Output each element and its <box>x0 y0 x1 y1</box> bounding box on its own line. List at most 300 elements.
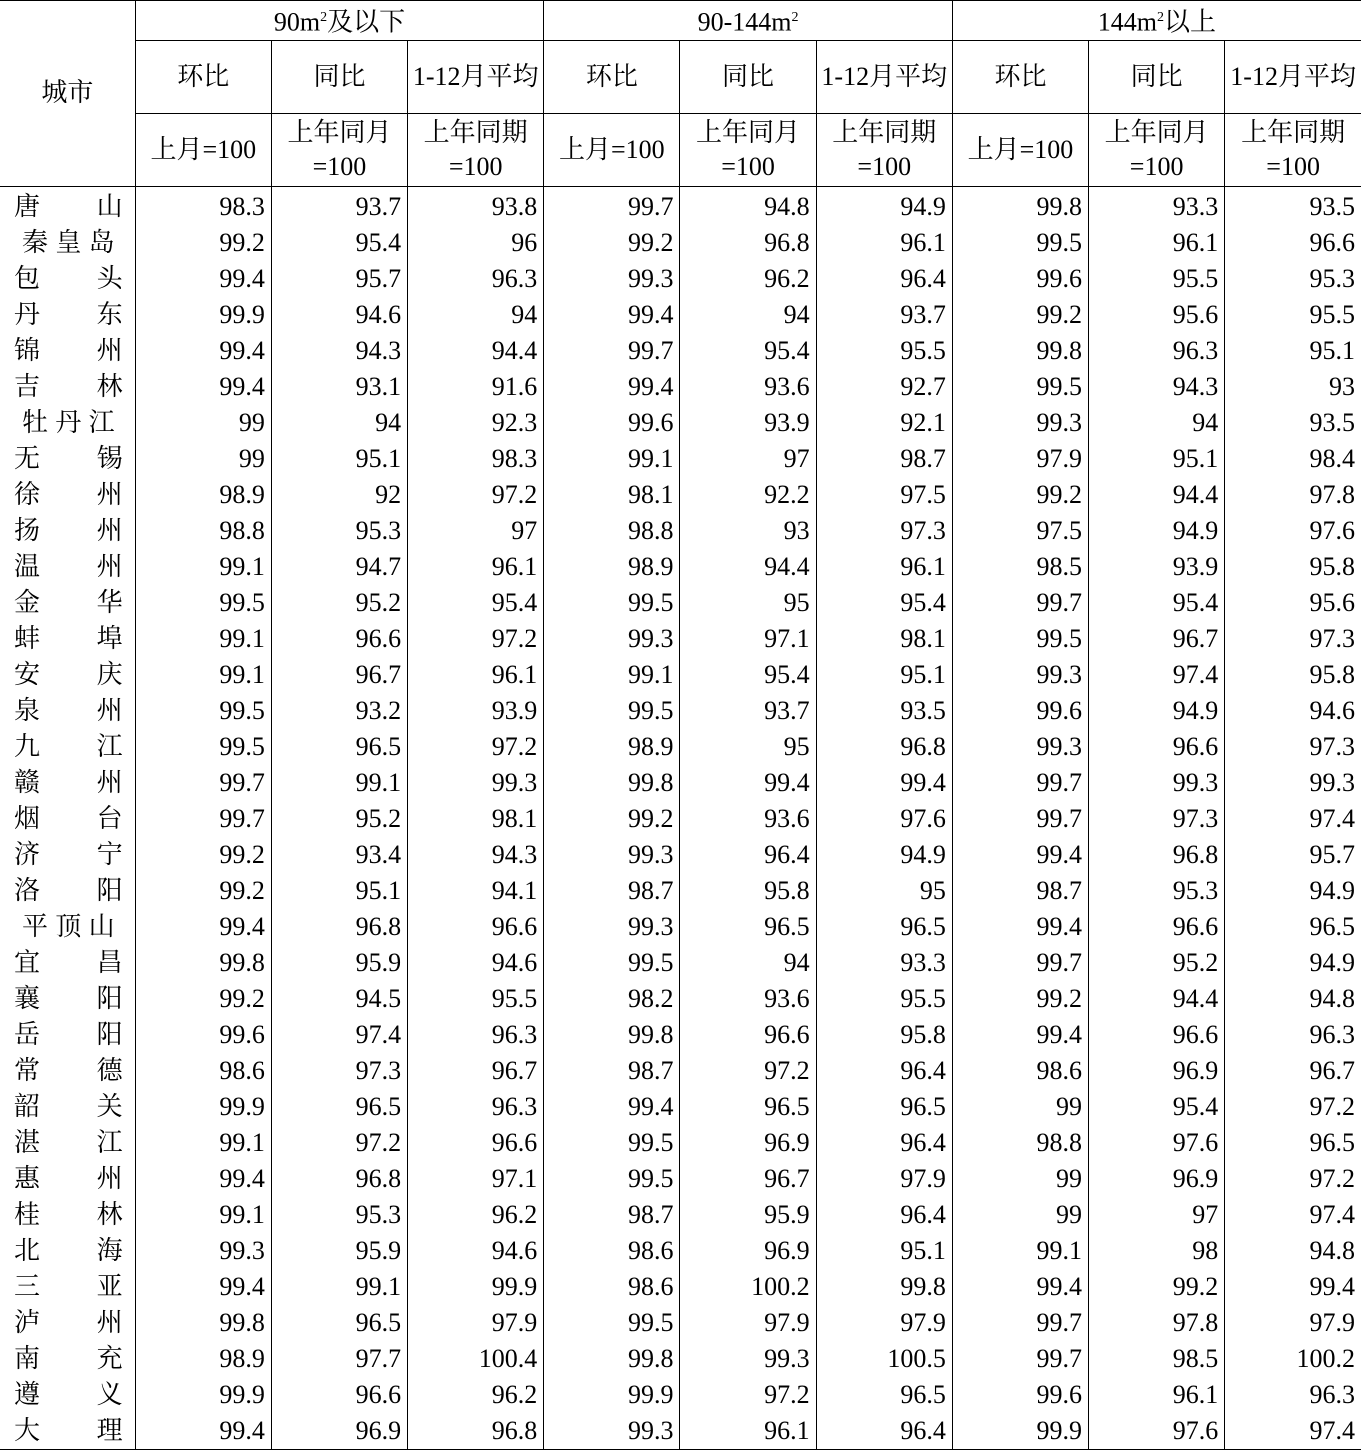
value-cell: 98.4 <box>1309 443 1355 473</box>
value-cell: 97.7 <box>271 1341 407 1377</box>
value-cell: 95.4 <box>680 657 816 693</box>
value-cell: 93.6 <box>680 981 816 1017</box>
value-cell: 96.4 <box>816 1125 952 1161</box>
value-cell: 96.5 <box>816 1089 952 1125</box>
value-cell: 98.9 <box>135 477 271 513</box>
value-cell: 93.9 <box>680 405 816 441</box>
value-cell: 97 <box>408 513 544 549</box>
value-cell: 94.7 <box>271 549 407 585</box>
city-cell <box>0 909 135 945</box>
value-cell: 96.4 <box>680 837 816 873</box>
value-cell: 99 <box>952 1161 1088 1197</box>
table-row <box>0 765 1361 801</box>
value-cell: 96.8 <box>1089 837 1225 873</box>
value-cell: 92.3 <box>408 405 544 441</box>
value-cell: 96.1 <box>1089 225 1225 261</box>
size-group-header <box>544 1 953 41</box>
value-cell: 97.4 <box>1225 1413 1361 1450</box>
city-name: 三亚 <box>14 1271 123 1301</box>
value-cell: 96.3 <box>1309 1019 1355 1049</box>
value-cell: 99.2 <box>135 225 271 261</box>
value-cell: 99.5 <box>135 693 271 729</box>
city-name: 吉林 <box>14 371 123 401</box>
value-cell: 99.9 <box>135 297 271 333</box>
value-cell: 96.5 <box>816 909 952 945</box>
value-cell: 99.4 <box>1309 1271 1355 1301</box>
value-cell: 99.7 <box>952 945 1088 981</box>
value-cell: 100.2 <box>680 1269 816 1305</box>
value-cell: 99.9 <box>135 1089 271 1125</box>
value-cell: 94.4 <box>680 549 816 585</box>
table-row <box>0 1053 1361 1089</box>
value-cell: 98.6 <box>135 1053 271 1089</box>
value-cell: 99.3 <box>952 405 1088 441</box>
value-cell: 98.3 <box>408 441 544 477</box>
city-cell <box>0 1125 135 1161</box>
table-row <box>0 693 1361 729</box>
value-cell: 96.6 <box>680 1017 816 1053</box>
value-cell: 99.4 <box>544 369 680 405</box>
value-cell: 97.4 <box>271 1017 407 1053</box>
value-cell: 96.9 <box>271 1413 407 1450</box>
value-cell: 96.9 <box>680 1125 816 1161</box>
city-cell <box>0 1341 135 1377</box>
city-cell <box>0 369 135 405</box>
value-cell: 94 <box>1089 405 1225 441</box>
table-row <box>0 369 1361 405</box>
value-cell: 99.4 <box>135 1161 271 1197</box>
city-cell <box>0 837 135 873</box>
value-cell: 97.2 <box>1309 1091 1355 1121</box>
value-cell: 99.3 <box>408 765 544 801</box>
value-cell: 93.9 <box>408 693 544 729</box>
value-cell: 99.2 <box>544 225 680 261</box>
value-cell: 98.7 <box>544 873 680 909</box>
value-cell: 99.9 <box>544 1377 680 1413</box>
value-cell: 97.9 <box>816 1305 952 1341</box>
city-cell <box>0 477 135 513</box>
value-cell: 95.4 <box>271 225 407 261</box>
value-cell: 97.3 <box>1309 623 1355 653</box>
value-cell: 95.4 <box>1089 585 1225 621</box>
city-cell <box>0 441 135 477</box>
value-cell: 99.5 <box>544 1161 680 1197</box>
city-column-header: 城市 <box>0 1 135 187</box>
city-cell <box>0 225 135 261</box>
value-cell: 99.8 <box>816 1269 952 1305</box>
value-cell: 95.1 <box>816 657 952 693</box>
value-cell: 93.4 <box>271 837 407 873</box>
city-name: 金华 <box>14 587 123 617</box>
value-cell: 99.7 <box>544 186 680 225</box>
value-cell: 96.5 <box>680 1089 816 1125</box>
size-group-label: 90m <box>273 7 321 37</box>
value-cell: 99.3 <box>952 729 1088 765</box>
value-cell: 93.1 <box>271 369 407 405</box>
value-cell: 99.4 <box>952 1269 1088 1305</box>
value-cell: 99.8 <box>544 765 680 801</box>
table-row <box>0 837 1361 873</box>
table-row <box>0 801 1361 837</box>
value-cell: 99.4 <box>135 1413 271 1450</box>
table-row <box>0 1377 1361 1413</box>
value-cell: 94.9 <box>1309 875 1355 905</box>
value-cell: 100.4 <box>408 1341 544 1377</box>
value-cell: 99.3 <box>680 1341 816 1377</box>
value-cell: 97 <box>1089 1197 1225 1233</box>
value-cell: 99.7 <box>135 765 271 801</box>
metric-header: 同比 <box>680 40 816 113</box>
value-cell: 96.1 <box>408 549 544 585</box>
value-cell: 98.7 <box>952 873 1088 909</box>
value-cell: 95.5 <box>1089 261 1225 297</box>
value-cell: 99.9 <box>952 1413 1088 1450</box>
city-name: 泉州 <box>14 695 123 725</box>
base-period-header: 上年同月=100 <box>1089 113 1225 186</box>
value-cell: 99.5 <box>544 1125 680 1161</box>
city-cell <box>0 333 135 369</box>
city-name: 宜昌 <box>14 947 123 977</box>
value-cell: 95.7 <box>271 261 407 297</box>
value-cell: 94.9 <box>1089 513 1225 549</box>
table-header <box>0 1 1361 187</box>
metric-header: 环比 <box>135 40 271 113</box>
value-cell: 97.1 <box>680 621 816 657</box>
value-cell: 97.6 <box>1089 1125 1225 1161</box>
table-row <box>0 1089 1361 1125</box>
value-cell: 99.7 <box>135 801 271 837</box>
value-cell: 99.2 <box>952 477 1088 513</box>
value-cell: 95.9 <box>271 1233 407 1269</box>
city-name: 蚌埠 <box>14 623 123 653</box>
value-cell: 99.2 <box>952 297 1088 333</box>
value-cell: 94.8 <box>1309 1235 1355 1265</box>
value-cell: 95.6 <box>1089 297 1225 333</box>
value-cell: 97.2 <box>408 729 544 765</box>
value-cell: 98.8 <box>544 513 680 549</box>
value-cell: 99.5 <box>135 729 271 765</box>
value-cell: 99.8 <box>135 1305 271 1341</box>
base-period-header: 上月=100 <box>135 113 271 186</box>
city-name: 牡丹江 <box>22 407 115 437</box>
value-cell: 95.2 <box>271 585 407 621</box>
table-row <box>0 1125 1361 1161</box>
value-cell: 99.4 <box>135 369 271 405</box>
city-name: 遵义 <box>14 1379 123 1409</box>
value-cell: 99.8 <box>544 1017 680 1053</box>
city-cell <box>0 765 135 801</box>
value-cell: 92.1 <box>816 405 952 441</box>
value-cell: 96.5 <box>271 729 407 765</box>
metric-header: 同比 <box>271 40 407 113</box>
value-cell: 95 <box>680 729 816 765</box>
value-cell: 94.5 <box>271 981 407 1017</box>
city-name: 安庆 <box>14 659 123 689</box>
city-name: 锦州 <box>14 335 123 365</box>
value-cell: 96.5 <box>816 1377 952 1413</box>
city-name: 赣州 <box>14 767 123 797</box>
value-cell: 95 <box>816 873 952 909</box>
city-cell <box>0 1053 135 1089</box>
value-cell: 96.4 <box>816 1053 952 1089</box>
city-cell <box>0 1413 135 1450</box>
table-row <box>0 405 1361 441</box>
city-name: 徐州 <box>14 479 123 509</box>
value-cell: 99.3 <box>1309 767 1355 797</box>
value-cell: 96.5 <box>1309 1127 1355 1157</box>
metric-header: 1-12月平均 <box>1225 40 1361 113</box>
size-group-suffix: 及以下 <box>327 7 406 37</box>
value-cell: 98.1 <box>816 621 952 657</box>
value-cell: 94 <box>271 405 407 441</box>
base-period-header: 上年同月=100 <box>271 113 407 186</box>
value-cell: 95.5 <box>1309 299 1355 329</box>
value-cell: 96.4 <box>816 261 952 297</box>
value-cell: 95.2 <box>271 801 407 837</box>
value-cell: 94.3 <box>1089 369 1225 405</box>
value-cell: 97.8 <box>1089 1305 1225 1341</box>
city-name: 温州 <box>14 551 123 581</box>
city-name: 韶关 <box>14 1091 123 1121</box>
value-cell: 97.5 <box>816 477 952 513</box>
value-cell: 98.2 <box>544 981 680 1017</box>
value-cell: 99.4 <box>816 765 952 801</box>
value-cell: 93.2 <box>271 693 407 729</box>
value-cell: 99 <box>952 1089 1088 1125</box>
value-cell: 96.7 <box>680 1161 816 1197</box>
value-cell: 99.9 <box>135 1377 271 1413</box>
value-cell: 96.8 <box>271 909 407 945</box>
value-cell: 99.3 <box>544 837 680 873</box>
value-cell: 94.1 <box>408 873 544 909</box>
value-cell: 97.4 <box>1309 1199 1355 1229</box>
value-cell: 96.1 <box>816 549 952 585</box>
city-cell <box>0 585 135 621</box>
city-cell <box>0 1377 135 1413</box>
city-cell <box>0 981 135 1017</box>
value-cell: 99.4 <box>952 909 1088 945</box>
value-cell: 97.2 <box>408 477 544 513</box>
value-cell: 96.9 <box>1089 1161 1225 1197</box>
value-cell: 91.6 <box>408 369 544 405</box>
city-name: 扬州 <box>14 515 123 545</box>
value-cell: 94 <box>680 297 816 333</box>
size-group-header <box>135 1 544 41</box>
table-row <box>0 981 1361 1017</box>
value-cell: 99.9 <box>408 1269 544 1305</box>
value-cell: 99.2 <box>544 801 680 837</box>
city-cell <box>0 1233 135 1269</box>
city-cell <box>0 186 135 225</box>
value-cell: 96.3 <box>1309 1379 1355 1409</box>
base-period-header: 上年同期=100 <box>408 113 544 186</box>
value-cell: 95.4 <box>816 585 952 621</box>
value-cell: 98.7 <box>816 441 952 477</box>
value-cell: 96.7 <box>271 657 407 693</box>
city-cell <box>0 873 135 909</box>
table-row <box>0 297 1361 333</box>
value-cell: 94.6 <box>271 297 407 333</box>
value-cell: 97.6 <box>1309 515 1355 545</box>
value-cell: 97.9 <box>816 1161 952 1197</box>
value-cell: 99.3 <box>544 1413 680 1450</box>
table-row <box>0 729 1361 765</box>
value-cell: 95.8 <box>680 873 816 909</box>
value-cell: 99.8 <box>952 333 1088 369</box>
value-cell: 94.9 <box>1309 947 1355 977</box>
value-cell: 94.6 <box>408 945 544 981</box>
table-row <box>0 1161 1361 1197</box>
table-row <box>0 1413 1361 1450</box>
value-cell: 96.6 <box>1089 909 1225 945</box>
value-cell: 99.5 <box>952 369 1088 405</box>
value-cell: 93.6 <box>680 369 816 405</box>
value-cell: 97.9 <box>952 441 1088 477</box>
table-row <box>0 225 1361 261</box>
value-cell: 96.8 <box>680 225 816 261</box>
value-cell: 99.1 <box>135 1125 271 1161</box>
value-cell: 99.7 <box>544 333 680 369</box>
value-cell: 97.2 <box>271 1125 407 1161</box>
value-cell: 99.2 <box>135 837 271 873</box>
value-cell: 99.8 <box>544 1341 680 1377</box>
value-cell: 98.6 <box>544 1269 680 1305</box>
value-cell: 96.9 <box>680 1233 816 1269</box>
city-cell <box>0 945 135 981</box>
value-cell: 99.7 <box>952 765 1088 801</box>
value-cell: 97.1 <box>408 1161 544 1197</box>
value-cell: 99.7 <box>952 1305 1088 1341</box>
value-cell: 99.6 <box>544 405 680 441</box>
value-cell: 95.5 <box>816 981 952 1017</box>
city-name: 九江 <box>14 731 123 761</box>
value-cell: 97.2 <box>680 1053 816 1089</box>
value-cell: 94.3 <box>408 837 544 873</box>
superscript: 2 <box>791 10 799 25</box>
value-cell: 99.3 <box>952 657 1088 693</box>
value-cell: 97.4 <box>1309 803 1355 833</box>
table-row <box>0 1233 1361 1269</box>
value-cell: 97.2 <box>1309 1163 1355 1193</box>
value-cell: 95.1 <box>1089 441 1225 477</box>
value-cell: 97.6 <box>816 801 952 837</box>
value-cell: 96.5 <box>271 1089 407 1125</box>
value-cell: 99.4 <box>135 1269 271 1305</box>
value-cell: 93.7 <box>680 693 816 729</box>
value-cell: 99.3 <box>544 261 680 297</box>
value-cell: 96.6 <box>408 1125 544 1161</box>
city-name: 平顶山 <box>22 911 115 941</box>
value-cell: 95.2 <box>1089 945 1225 981</box>
value-cell: 95.8 <box>816 1017 952 1053</box>
value-cell: 99.5 <box>544 585 680 621</box>
value-cell: 96.8 <box>816 729 952 765</box>
value-cell: 99.4 <box>680 765 816 801</box>
value-cell: 92 <box>271 477 407 513</box>
city-cell <box>0 801 135 837</box>
value-cell: 99.5 <box>544 945 680 981</box>
value-cell: 98.5 <box>1089 1341 1225 1377</box>
value-cell: 100.5 <box>816 1341 952 1377</box>
value-cell: 96.7 <box>1309 1055 1355 1085</box>
value-cell: 99.4 <box>135 333 271 369</box>
table-body <box>0 186 1361 1449</box>
value-cell: 96.9 <box>1089 1053 1225 1089</box>
value-cell: 96.3 <box>1089 333 1225 369</box>
city-cell <box>0 621 135 657</box>
value-cell: 96.4 <box>816 1413 952 1450</box>
table-row <box>0 513 1361 549</box>
table-row <box>0 477 1361 513</box>
value-cell: 93.5 <box>1309 191 1355 221</box>
value-cell: 93.5 <box>816 693 952 729</box>
size-group-label: 144m <box>1097 7 1158 37</box>
table-row <box>0 1197 1361 1233</box>
value-cell: 94.9 <box>816 837 952 873</box>
table-row <box>0 261 1361 297</box>
base-period-header: 上月=100 <box>544 113 680 186</box>
city-name: 唐山 <box>14 191 123 221</box>
value-cell: 95.4 <box>1089 1089 1225 1125</box>
city-name: 洛阳 <box>14 875 123 905</box>
value-cell: 99.4 <box>135 261 271 297</box>
value-cell: 95.5 <box>816 333 952 369</box>
table-row <box>0 945 1361 981</box>
value-cell: 96.7 <box>1089 621 1225 657</box>
city-cell <box>0 549 135 585</box>
value-cell: 97.2 <box>680 1377 816 1413</box>
value-cell: 96.6 <box>1089 1017 1225 1053</box>
value-cell: 93.3 <box>1089 186 1225 225</box>
value-cell: 99 <box>135 405 271 441</box>
value-cell: 99.2 <box>952 981 1088 1017</box>
value-cell: 98.9 <box>544 729 680 765</box>
value-cell: 98.7 <box>544 1053 680 1089</box>
value-cell: 98.8 <box>135 513 271 549</box>
value-cell: 99.3 <box>1089 765 1225 801</box>
value-cell: 97.3 <box>271 1053 407 1089</box>
city-name: 济宁 <box>14 839 123 869</box>
value-cell: 95 <box>680 585 816 621</box>
value-cell: 98.9 <box>135 1341 271 1377</box>
value-cell: 96.6 <box>1089 729 1225 765</box>
value-cell: 97.9 <box>1309 1307 1355 1337</box>
base-period-header: 上年同期=100 <box>816 113 952 186</box>
value-cell: 99.4 <box>135 909 271 945</box>
city-name: 惠州 <box>14 1163 123 1193</box>
value-cell: 99.3 <box>544 621 680 657</box>
value-cell: 99.1 <box>135 621 271 657</box>
metric-header: 环比 <box>952 40 1088 113</box>
value-cell: 99 <box>952 1197 1088 1233</box>
superscript: 2 <box>320 10 328 25</box>
value-cell: 99.7 <box>952 801 1088 837</box>
table-row <box>0 186 1361 225</box>
value-cell: 95.9 <box>680 1197 816 1233</box>
value-cell: 96.1 <box>680 1413 816 1450</box>
city-name: 泸州 <box>14 1307 123 1337</box>
value-cell: 96.5 <box>680 909 816 945</box>
value-cell: 99.1 <box>544 441 680 477</box>
value-cell: 93.3 <box>816 945 952 981</box>
value-cell: 100.2 <box>1296 1343 1355 1373</box>
table-row <box>0 549 1361 585</box>
value-cell: 98.9 <box>544 549 680 585</box>
value-cell: 94.4 <box>408 333 544 369</box>
value-cell: 99.8 <box>135 945 271 981</box>
value-cell: 95.1 <box>271 441 407 477</box>
city-cell <box>0 657 135 693</box>
